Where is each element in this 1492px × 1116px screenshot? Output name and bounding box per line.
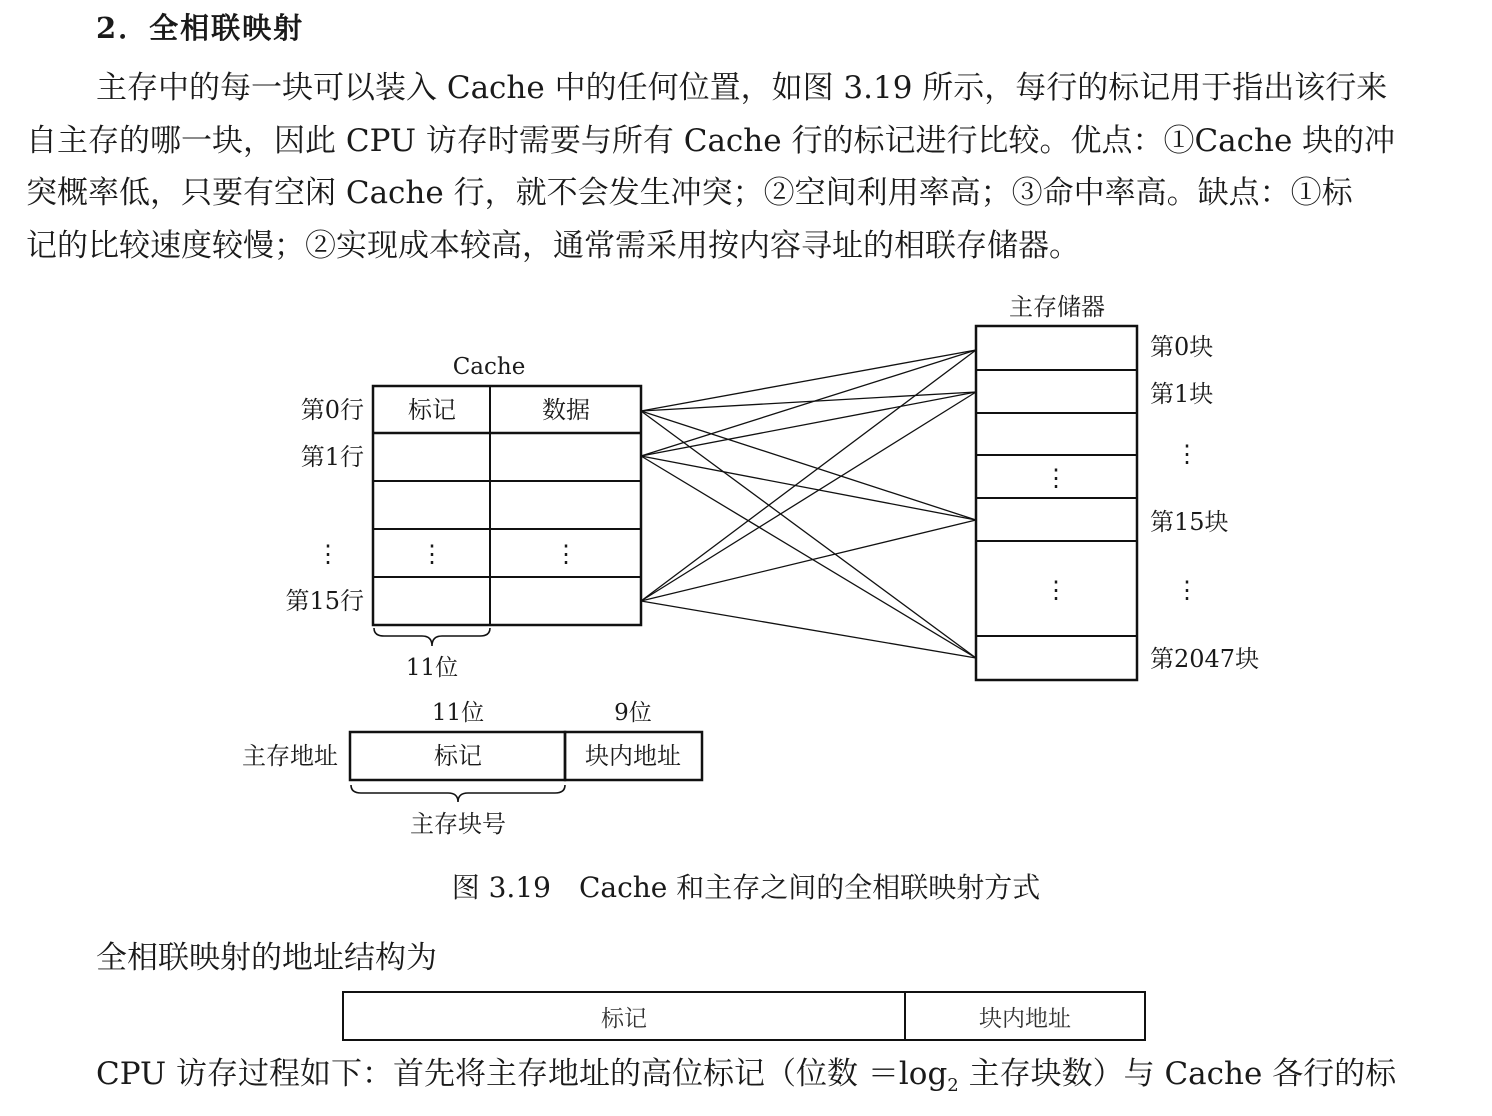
figure-caption: 图 3.19 Cache 和主存之间的全相联映射方式 — [451, 871, 1041, 904]
memory-block-label: ⋮ — [1175, 440, 1199, 468]
memory-dots: ⋮ — [1044, 464, 1068, 492]
cache-tag-width: 11位 — [405, 655, 459, 681]
address-label: 主存地址 — [242, 742, 338, 770]
cache-tag-dots: ⋮ — [420, 540, 444, 568]
cache-data-dots: ⋮ — [554, 540, 578, 568]
cache-row-label: 第15行 — [285, 587, 364, 615]
memory-block-label: 第2047块 — [1150, 645, 1260, 673]
address-tag: 标记 — [434, 742, 482, 770]
memory-dots: ⋮ — [1044, 576, 1068, 604]
access-process-prefix: CPU 访存过程如下：首先将主存地址的高位标记（位数 ＝log — [96, 1056, 948, 1092]
paragraph-line: 主存中的每一块可以装入 Cache 中的任何位置，如图 3.19 所示，每行的标记用于指出该行来 — [96, 70, 1388, 106]
memory-block-label: 第0块 — [1150, 333, 1214, 361]
structure-intro: 全相联映射的地址结构为 — [96, 940, 437, 976]
access-process-line — [96, 1048, 1396, 1096]
paragraph-line: 记的比较速度较慢；②实现成本较高，通常需采用按内容寻址的相联存储器。 — [26, 227, 1080, 264]
cache-title: Cache — [452, 354, 526, 380]
paragraph-line: 自主存的哪一块，因此 CPU 访存时需要与所有 Cache 行的标记进行比较。优点：①Cache 块的冲 — [26, 122, 1396, 159]
cache-tag-header: 标记 — [408, 396, 456, 424]
access-process-suffix: 主存块数）与 Cache 各行的标 — [958, 1056, 1397, 1092]
address-offset: 块内地址 — [585, 742, 681, 770]
address-structure-table — [342, 991, 1146, 1041]
section-heading: 2．全相联映射 — [96, 11, 305, 45]
address-block-number: 主存块号 — [410, 810, 506, 838]
cache-data-header: 数据 — [542, 396, 590, 424]
memory-block-label: ⋮ — [1175, 576, 1199, 604]
memory-block-label: 第15块 — [1150, 508, 1229, 536]
intro-paragraph — [26, 62, 1466, 272]
cache-row-label: 第0行 — [300, 396, 364, 424]
memory-title: 主存储器 — [1009, 293, 1105, 321]
address-tag-width: 11位 — [431, 700, 485, 726]
log-subscript: 2 — [947, 1075, 959, 1097]
mapping-figure — [0, 280, 1492, 860]
memory-block-label: 第1块 — [1150, 380, 1214, 408]
structure-offset-cell: 块内地址 — [979, 1005, 1071, 1032]
cache-row-label: ⋮ — [316, 540, 340, 568]
cache-row-label: 第1行 — [300, 443, 364, 471]
structure-tag-cell: 标记 — [344, 993, 906, 1039]
address-offset-width: 9位 — [614, 700, 652, 726]
paragraph-line: 突概率低，只要有空闲 Cache 行，就不会发生冲突；②空间利用率高；③命中率高。缺点：①标 — [26, 175, 1353, 211]
